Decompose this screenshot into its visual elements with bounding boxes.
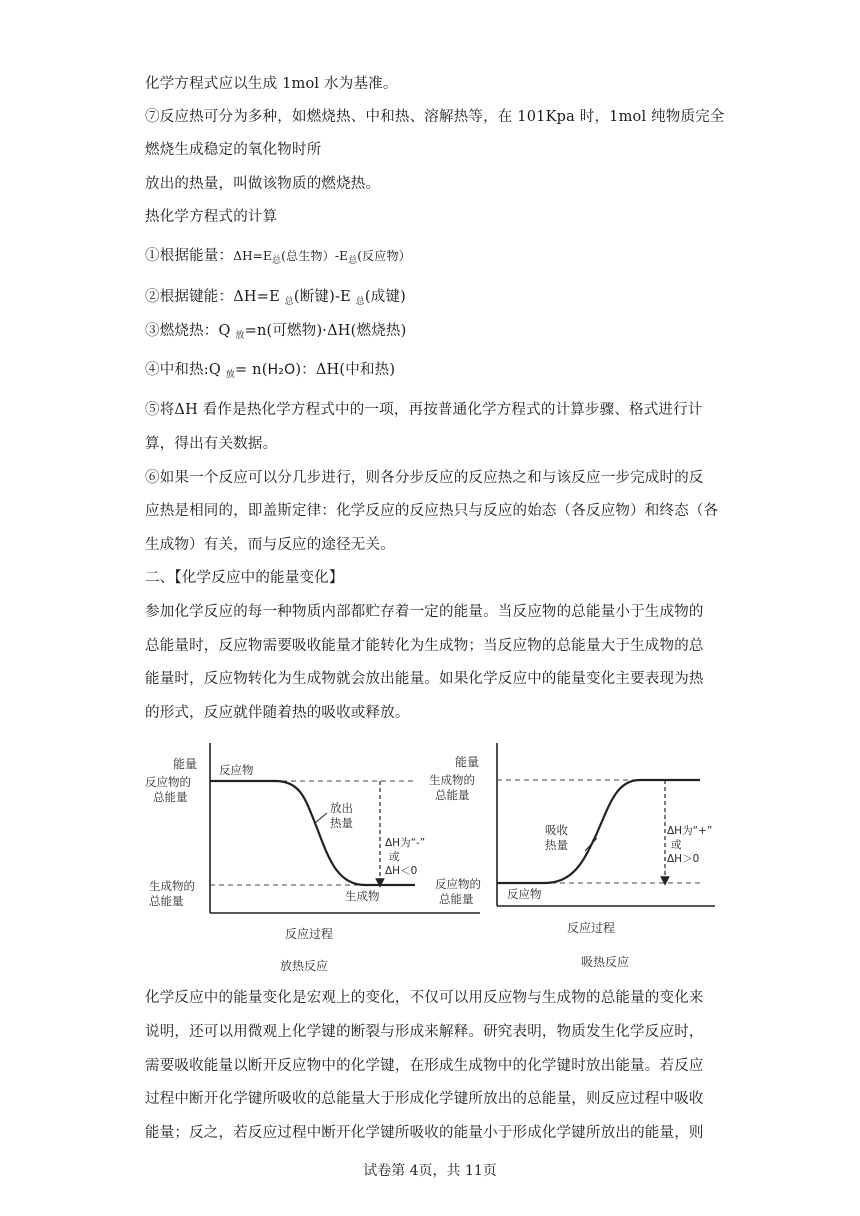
text-line: 能量；反之，若反应过程中断开化学键所吸收的能量小于形成化学键所放出的能量，则	[145, 1125, 704, 1141]
text-line: 生成物）有关，而与反应的途径无关。	[145, 537, 395, 553]
page-footer: 试卷第 4页，共 11页	[363, 1163, 497, 1179]
text-line: 放出的热量，叫做该物质的燃烧热。	[145, 176, 381, 192]
figure-caption: 放热反应	[280, 959, 329, 973]
text-line: ⑦反应热可分为多种，如燃烧热、中和热、溶解热等，在 101Kpa 时，1mol 纯物质完全	[145, 109, 725, 125]
delta-h-note: ΔH为“+”	[667, 825, 713, 837]
y-axis-label: 能量	[173, 757, 198, 771]
text-line: 燃烧生成稳定的氧化物时所	[145, 142, 322, 158]
delta-h-note: ΔH＞0	[667, 853, 700, 865]
absorb-heat-label: 吸收	[545, 823, 568, 837]
delta-h-note: ΔH＜0	[385, 865, 418, 877]
formula-energy: ①根据能量：$\Delta H=E_总$(总生物）$-E_总$(反应物）	[145, 248, 411, 266]
text-line: ⑤将ΔH 看作是热化学方程式中的一项，再按普通化学方程式的计算步骤、格式进行计	[145, 402, 703, 418]
delta-h-note: 或	[671, 839, 682, 851]
reactant-total-label: 总能量	[439, 892, 474, 906]
text-line: 应热是相同的，即盖斯定律：化学反应的反应热只与反应的始态（各反应物）和终态（各	[145, 503, 719, 519]
formula-neutralization: ④中和热:Q $_放$= n(H₂O)：ΔH(中和热)	[145, 362, 396, 380]
y-axis-label: 能量	[455, 755, 480, 769]
text-line: 过程中断开化学键所吸收的总能量大于形成化学键所放出的总能量，则反应过程中吸收	[145, 1091, 704, 1107]
reactant-label: 反应物	[219, 763, 254, 777]
text-line: ⑥如果一个反应可以分几步进行，则各分步反应的反应热之和与该反应一步完成时的反	[145, 470, 704, 486]
endothermic-diagram	[429, 743, 715, 969]
absorb-heat-label: 热量	[545, 838, 568, 852]
text-line: 参加化学反应的每一种物质内部都贮存着一定的能量。当反应物的总能量小于生成物的	[145, 604, 704, 620]
text-line: 需要吸收能量以断开反应物中的化学键，在形成生成物中的化学键时放出能量。若反应	[145, 1058, 704, 1074]
figure-caption: 吸热反应	[581, 955, 630, 969]
reactant-total-label: 反应物的	[145, 775, 191, 789]
product-total-label: 生成物的	[429, 773, 475, 787]
text-line: 热化学方程式的计算	[145, 209, 278, 225]
energy-diagram	[145, 738, 715, 978]
product-total-label: 总能量	[435, 788, 470, 802]
text-line: 化学方程式应以生成 1mol 水为基准。	[145, 76, 398, 92]
reactant-total-label: 反应物的	[435, 877, 481, 891]
reactant-total-label: 总能量	[153, 790, 188, 804]
delta-h-note: 或	[389, 851, 400, 863]
formula-bond-energy: ②根据键能：ΔH=E $_总$(断键)-E $_总$(成键)	[145, 289, 407, 307]
text-line: 算，得出有关数据。	[145, 436, 278, 452]
text-line: 化学反应中的能量变化是宏观上的变化，不仅可以用反应物与生成物的总能量的变化来	[145, 990, 704, 1006]
text-line: 能量时，反应物转化为生成物就会放出能量。如果化学反应中的能量变化主要表现为热	[145, 671, 704, 687]
product-total-label: 总能量	[149, 894, 184, 908]
formula-combustion: ③燃烧热：Q $_放$=n(可燃物)·ΔH(燃烧热)	[145, 323, 407, 341]
text-line: 的形式，反应就伴随着热的吸收或释放。	[145, 705, 410, 721]
delta-h-note: ΔH为“-”	[385, 837, 426, 849]
x-axis-label: 反应过程	[567, 921, 616, 935]
text-line: 总能量时，反应物需要吸收能量才能转化为生成物；当反应物的总能量大于生成物的总	[145, 638, 704, 654]
x-axis-label: 反应过程	[285, 927, 334, 941]
release-heat-label: 热量	[330, 816, 353, 830]
reactant-label: 反应物	[507, 887, 542, 901]
product-total-label: 生成物的	[149, 879, 195, 893]
product-label: 生成物	[345, 889, 380, 903]
text-line: 说明，还可以用微观上化学键的断裂与形成来解释。研究表明，物质发生化学反应时，	[145, 1024, 704, 1040]
section-title: 二、【化学反应中的能量变化】	[145, 570, 344, 586]
release-heat-label: 放出	[330, 801, 353, 815]
